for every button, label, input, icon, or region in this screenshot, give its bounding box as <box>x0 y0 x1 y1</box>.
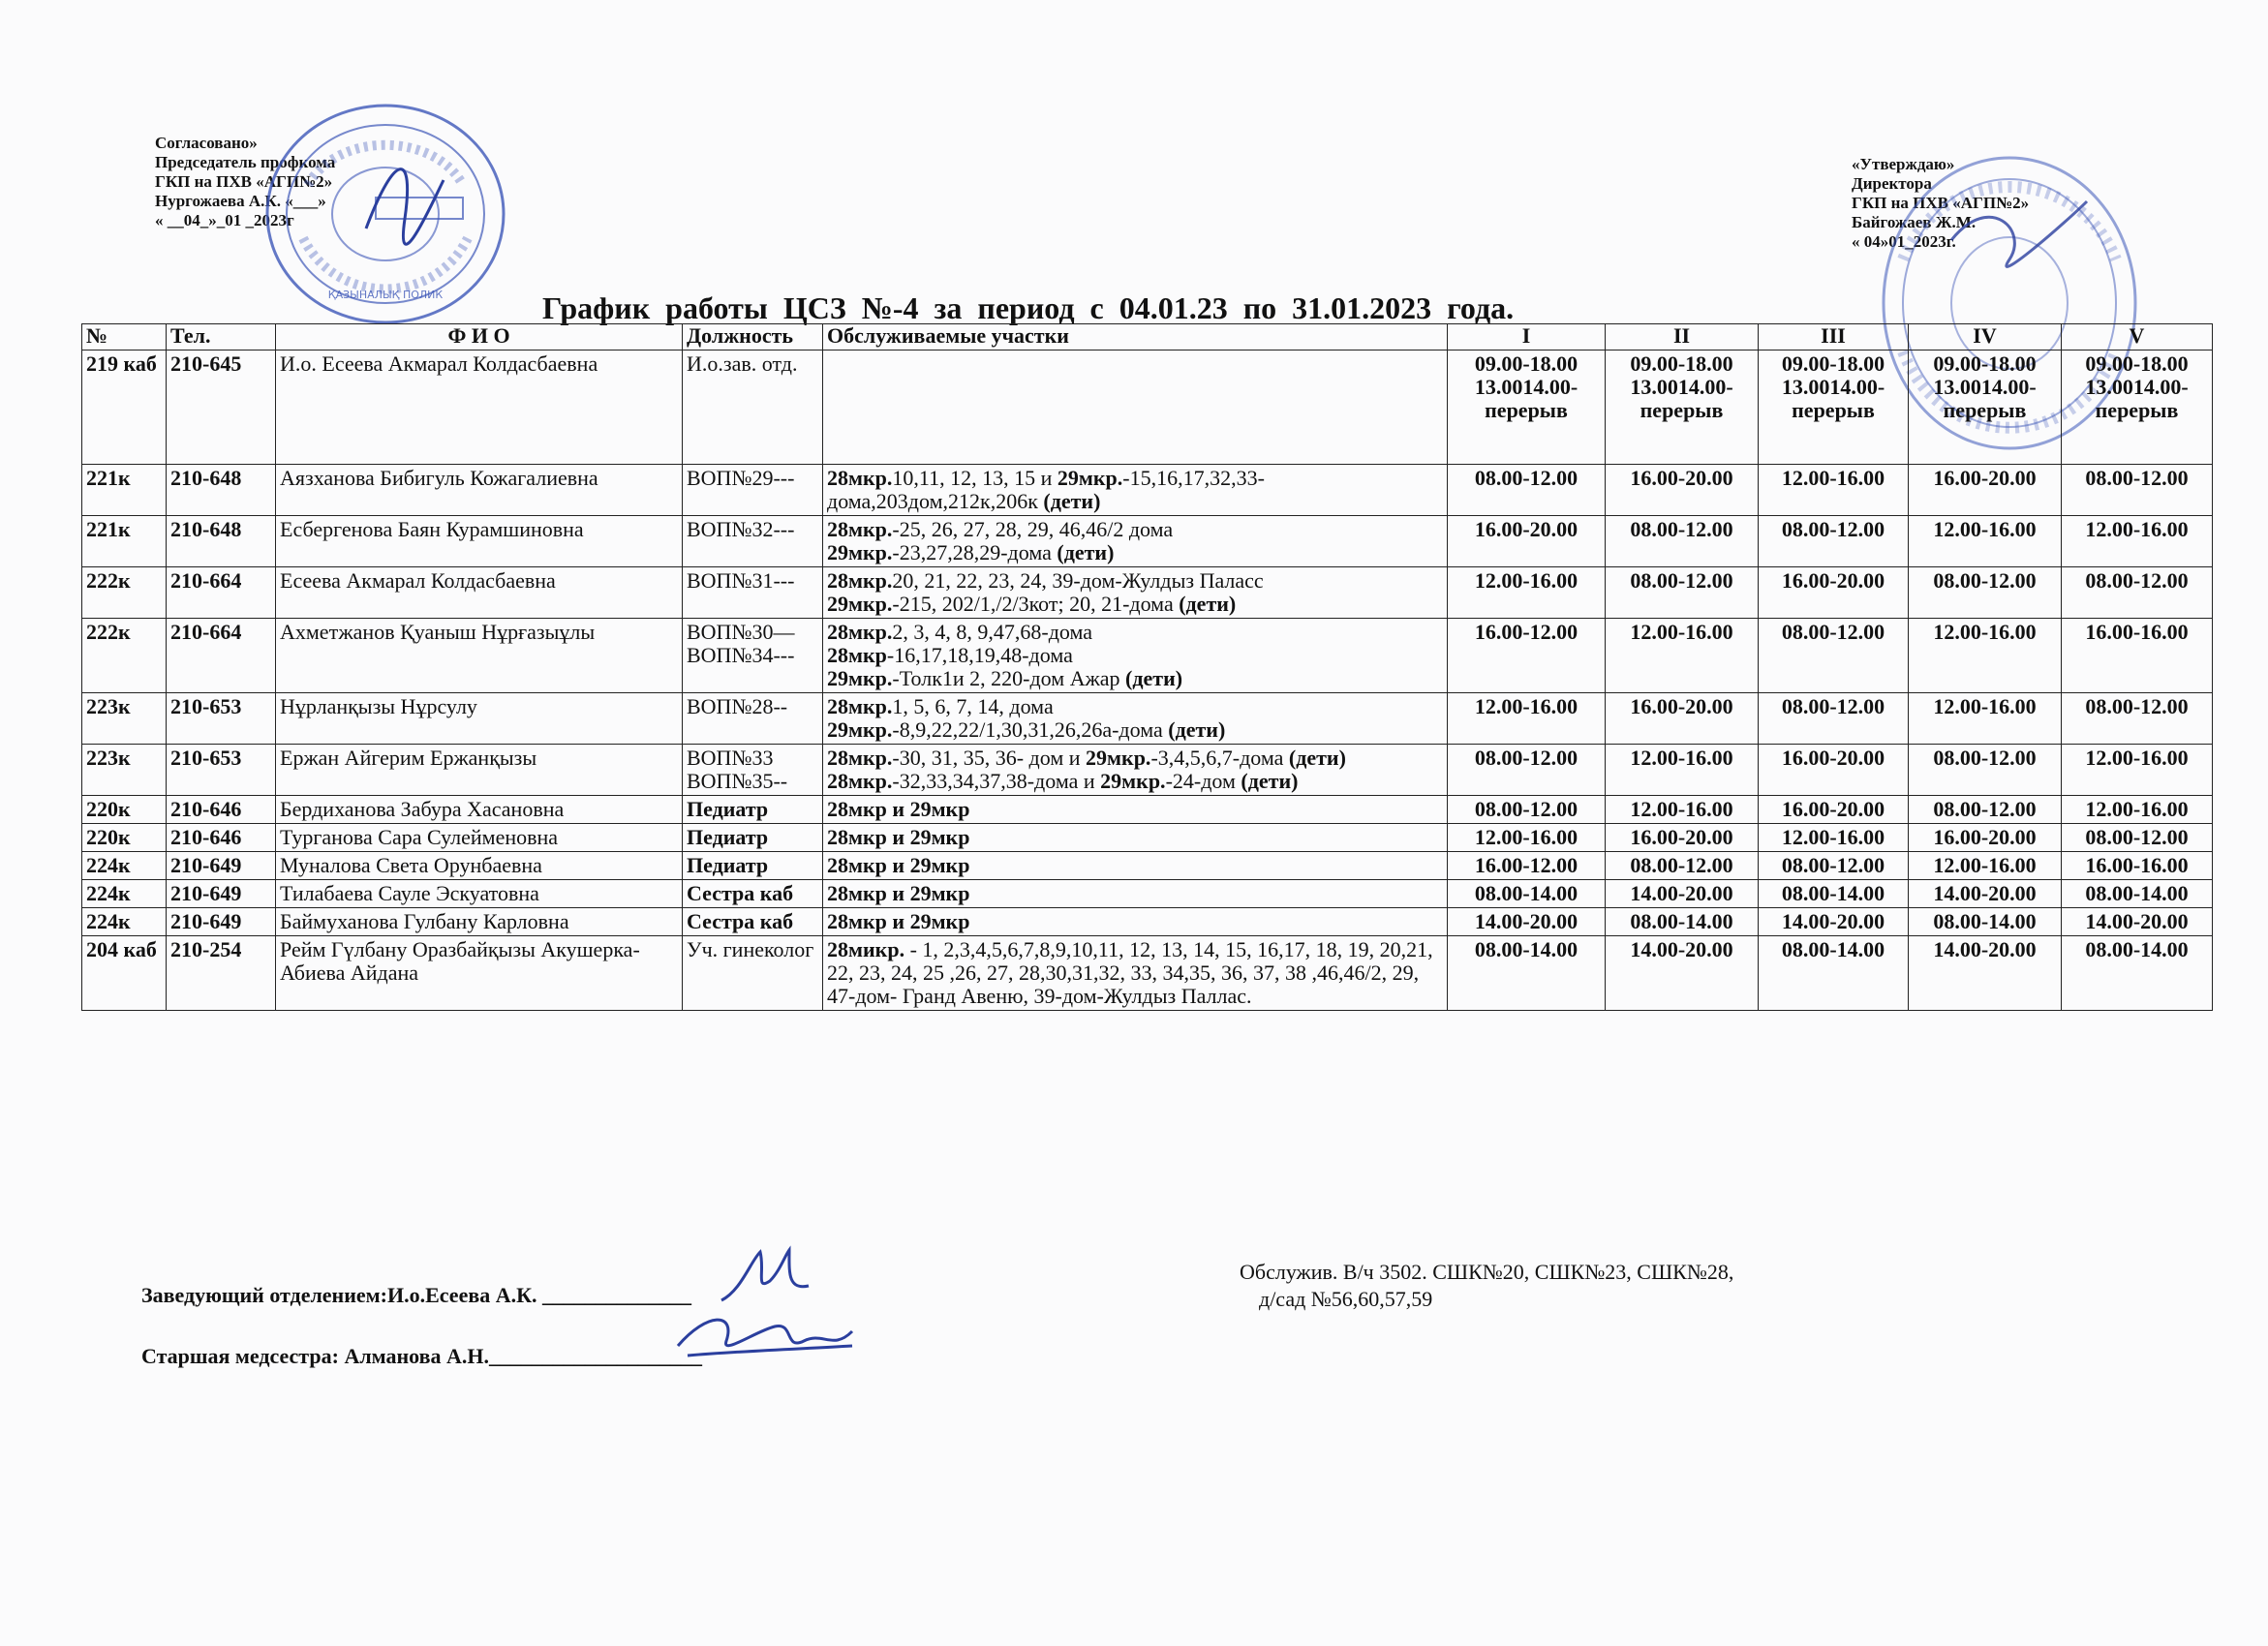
served-areas-cell <box>823 745 1448 796</box>
phone-cell: 210-646 <box>167 824 276 852</box>
area-district: 28мкр. <box>827 517 893 541</box>
week-2-hours-cell: 08.00-12.00 <box>1606 567 1759 619</box>
week-2-hours-cell: 16.00-20.00 <box>1606 824 1759 852</box>
area-buildings: -Толк1и 2, 220-дом Ажар <box>892 666 1126 690</box>
full-name-cell: Нұрланқызы Нұрсулу <box>276 693 683 745</box>
table-row <box>82 351 2213 465</box>
week-5-hours-cell: 12.00-16.00 <box>2062 745 2213 796</box>
week-5-hours-cell: 12.00-16.00 <box>2062 796 2213 824</box>
phone-cell: 210-649 <box>167 880 276 908</box>
area-buildings: 1, 5, 6, 7, 14, дома <box>892 694 1054 718</box>
schedule-table <box>81 323 2213 1011</box>
position-cell: ВОП№31--- <box>683 567 823 619</box>
table-row <box>82 516 2213 567</box>
area-district: 29мкр. <box>1057 466 1123 490</box>
header-week-2: II <box>1606 324 1759 351</box>
served-areas-cell <box>823 824 1448 852</box>
approved-line-3: Байгожаев Ж.М. <box>1852 213 1977 231</box>
week-3-hours-cell: 14.00-20.00 <box>1759 908 1909 936</box>
position-cell: ВОП№33 ВОП№35-- <box>683 745 823 796</box>
department-head-signature-line: Заведующий отделением:И.о.Есеева А.К. ______________ <box>141 1283 692 1307</box>
full-name-cell: Тилабаева Сауле Эскуатовна <box>276 880 683 908</box>
table-row <box>82 824 2213 852</box>
area-district: (дети) <box>1168 717 1226 742</box>
week-4-hours-cell: 08.00-12.00 <box>1909 567 2062 619</box>
week-4-hours-cell: 08.00-14.00 <box>1909 908 2062 936</box>
week-3-hours-cell: 12.00-16.00 <box>1759 465 1909 516</box>
week-1-hours-cell: 16.00-20.00 <box>1448 516 1606 567</box>
week-1-hours-cell: 08.00-14.00 <box>1448 936 1606 1011</box>
week-2-hours-cell: 14.00-20.00 <box>1606 880 1759 908</box>
week-3-hours-cell: 08.00-14.00 <box>1759 936 1909 1011</box>
area-buildings: -8,9,22,22/1,30,31,26,26а-дома <box>892 717 1169 742</box>
week-1-hours-cell: 16.00-12.00 <box>1448 619 1606 693</box>
served-areas-cell <box>823 465 1448 516</box>
area-district: 28мкр и 29мкр <box>827 853 970 877</box>
position-cell: Сестра каб <box>683 908 823 936</box>
phone-cell: 210-648 <box>167 465 276 516</box>
agreed-label: Согласовано» <box>155 134 258 152</box>
approved-line-2: ГКП на ПХВ «АГП№2» <box>1852 194 2030 212</box>
week-2-hours-cell: 16.00-20.00 <box>1606 465 1759 516</box>
area-district: 28мкр и 29мкр <box>827 825 970 849</box>
room-cell: 224к <box>82 880 167 908</box>
week-1-hours-cell: 12.00-16.00 <box>1448 824 1606 852</box>
header-week-5: V <box>2062 324 2213 351</box>
week-4-hours-cell: 08.00-12.00 <box>1909 745 2062 796</box>
phone-cell: 210-649 <box>167 908 276 936</box>
week-4-hours-cell: 14.00-20.00 <box>1909 880 2062 908</box>
position-cell: ВОП№29--- <box>683 465 823 516</box>
served-areas-cell <box>823 351 1448 465</box>
phone-cell: 210-653 <box>167 745 276 796</box>
week-3-hours-cell: 08.00-12.00 <box>1759 619 1909 693</box>
area-buildings: 2, 3, 4, 8, 9,47,68-дома <box>892 620 1093 644</box>
area-district: (дети) <box>1179 592 1237 616</box>
position-cell: ВОП№32--- <box>683 516 823 567</box>
area-district: (дети) <box>1241 769 1299 793</box>
area-district: 28мкр и 29мкр <box>827 909 970 933</box>
area-district: 29мкр. <box>827 540 893 564</box>
agreed-line-4: « __04_»_01 _2023г <box>155 211 294 229</box>
approved-line-1: Директора <box>1852 174 1932 193</box>
week-1-hours-cell: 08.00-12.00 <box>1448 796 1606 824</box>
full-name-cell: Аязханова Бибигуль Кожагалиевна <box>276 465 683 516</box>
room-cell: 222к <box>82 567 167 619</box>
phone-cell: 210-646 <box>167 796 276 824</box>
week-5-hours-cell: 16.00-16.00 <box>2062 852 2213 880</box>
head-signature-scribble <box>712 1242 828 1310</box>
area-buildings: -215, 202/1,/2/3кот; 20, 21-дома <box>892 592 1180 616</box>
week-2-hours-cell: 14.00-20.00 <box>1606 936 1759 1011</box>
agreed-line-1: Председатель профкома <box>155 153 336 171</box>
position-cell: Уч. гинеколог <box>683 936 823 1011</box>
served-areas-cell <box>823 936 1448 1011</box>
area-district: 28мкр. <box>827 620 893 644</box>
served-areas-cell <box>823 693 1448 745</box>
header-week-3: III <box>1759 324 1909 351</box>
table-row <box>82 465 2213 516</box>
head-nurse-signature-line: Старшая медсестра: Алманова А.Н.____________________ <box>141 1344 703 1368</box>
document-title: График работы ЦСЗ №-4 за период с 04.01.23 по 31.01.2023 года. <box>542 290 1515 325</box>
week-2-hours-cell: 16.00-20.00 <box>1606 693 1759 745</box>
header-full-name: Ф И О <box>276 324 683 351</box>
week-3-hours-cell: 16.00-20.00 <box>1759 796 1909 824</box>
week-5-hours-cell: 09.00-18.00 13.0014.00-перерыв <box>2062 351 2213 465</box>
area-buildings: 20, 21, 22, 23, 24, 39-дом-Жулдыз Паласс <box>892 568 1264 593</box>
table-row <box>82 693 2213 745</box>
week-2-hours-cell: 08.00-12.00 <box>1606 852 1759 880</box>
area-district: (дети) <box>1125 666 1183 690</box>
position-cell: Педиатр <box>683 824 823 852</box>
table-row <box>82 908 2213 936</box>
week-4-hours-cell: 12.00-16.00 <box>1909 693 2062 745</box>
position-cell: И.о.зав. отд. <box>683 351 823 465</box>
area-district: 28мкр. <box>827 568 893 593</box>
area-district: 29мкр. <box>827 592 893 616</box>
area-district: 28мкр и 29мкр <box>827 797 970 821</box>
table-row <box>82 880 2213 908</box>
week-5-hours-cell: 16.00-16.00 <box>2062 619 2213 693</box>
agreed-line-3: Нургожаева А.К. «___» <box>155 192 326 210</box>
table-row <box>82 567 2213 619</box>
schedule-body <box>82 351 2213 1011</box>
position-cell: Педиатр <box>683 852 823 880</box>
week-4-hours-cell: 16.00-20.00 <box>1909 824 2062 852</box>
area-district: (дети) <box>1288 746 1346 770</box>
week-2-hours-cell: 08.00-12.00 <box>1606 516 1759 567</box>
week-4-hours-cell: 09.00-18.00 13.0014.00-перерыв <box>1909 351 2062 465</box>
week-1-hours-cell: 12.00-16.00 <box>1448 567 1606 619</box>
header-week-4: IV <box>1909 324 2062 351</box>
room-cell: 221к <box>82 465 167 516</box>
area-buildings: -25, 26, 27, 28, 29, 46,46/2 дома <box>892 517 1174 541</box>
served-units-note <box>1240 1259 2014 1313</box>
header-phone: Тел. <box>167 324 276 351</box>
area-buildings: -30, 31, 35, 36- дом и <box>892 746 1087 770</box>
phone-cell: 210-664 <box>167 567 276 619</box>
header-served-areas: Обслуживаемые участки <box>823 324 1448 351</box>
phone-cell: 210-649 <box>167 852 276 880</box>
week-5-hours-cell: 08.00-12.00 <box>2062 567 2213 619</box>
position-cell: ВОП№28-- <box>683 693 823 745</box>
area-district: 28мкр. <box>827 694 893 718</box>
week-3-hours-cell: 12.00-16.00 <box>1759 824 1909 852</box>
room-cell: 224к <box>82 852 167 880</box>
nurse-signature-scribble <box>668 1302 862 1370</box>
week-1-hours-cell: 12.00-16.00 <box>1448 693 1606 745</box>
header-position: Должность <box>683 324 823 351</box>
room-cell: 219 каб <box>82 351 167 465</box>
agreed-line-2: ГКП на ПХВ «АГП№2» <box>155 172 333 191</box>
area-buildings: -24-дом <box>1165 769 1241 793</box>
table-row <box>82 745 2213 796</box>
week-4-hours-cell: 12.00-16.00 <box>1909 852 2062 880</box>
served-areas-cell <box>823 908 1448 936</box>
area-district: 28мкр <box>827 643 887 667</box>
week-1-hours-cell: 08.00-14.00 <box>1448 880 1606 908</box>
phone-cell: 210-648 <box>167 516 276 567</box>
area-buildings: - 1, 2,3,4,5,6,7,8,9,10,11, 12, 13, 14, 15, 16,17, 18, 19, 20,21, 22, 23, 24, 25 ,26, 27, 28,30,31,32, 33, 34,35, 36, 37, 38 ,46,46/2, 29, 47-дом- Гранд Авеню, 39-дом-Жулдыз Паллас. <box>827 937 1433 1008</box>
full-name-cell: Бердиханова Забура Хасановна <box>276 796 683 824</box>
area-district: 29мкр. <box>827 666 893 690</box>
week-1-hours-cell: 08.00-12.00 <box>1448 465 1606 516</box>
served-line-1: Обслужив. В/ч 3502. СШК№20, СШК№23, СШК№28, <box>1240 1260 1734 1284</box>
week-4-hours-cell: 08.00-12.00 <box>1909 796 2062 824</box>
area-district: 28мкр. <box>827 466 893 490</box>
week-5-hours-cell: 08.00-14.00 <box>2062 936 2213 1011</box>
full-name-cell: Муналова Света Орунбаевна <box>276 852 683 880</box>
week-1-hours-cell: 08.00-12.00 <box>1448 745 1606 796</box>
table-header-row <box>82 324 2213 351</box>
table-row <box>82 619 2213 693</box>
week-3-hours-cell: 08.00-12.00 <box>1759 516 1909 567</box>
room-cell: 223к <box>82 745 167 796</box>
phone-cell: 210-664 <box>167 619 276 693</box>
area-district: (дети) <box>1043 489 1101 513</box>
approved-line-4: « 04»01_2023г. <box>1852 232 1956 251</box>
served-areas-cell <box>823 796 1448 824</box>
area-district: 28микр. <box>827 937 905 961</box>
week-2-hours-cell: 12.00-16.00 <box>1606 745 1759 796</box>
area-buildings: -23,27,28,29-дома <box>892 540 1057 564</box>
room-cell: 223к <box>82 693 167 745</box>
header-week-1: I <box>1448 324 1606 351</box>
full-name-cell: И.о. Есеева Акмарал Колдасбаевна <box>276 351 683 465</box>
left-seal-text: ҚАЗЫНАЛЫҚ ПОЛИК <box>327 289 444 301</box>
area-district: 28мкр. <box>827 769 893 793</box>
approved-label: «Утверждаю» <box>1852 155 1955 173</box>
room-cell: 220к <box>82 796 167 824</box>
served-areas-cell <box>823 567 1448 619</box>
week-5-hours-cell: 08.00-12.00 <box>2062 465 2213 516</box>
position-cell: Сестра каб <box>683 880 823 908</box>
left-seal-stamp <box>250 93 521 335</box>
full-name-cell: Баймуханова Гулбану Карловна <box>276 908 683 936</box>
full-name-cell: Турганова Сара Сулейменовна <box>276 824 683 852</box>
position-cell: Педиатр <box>683 796 823 824</box>
table-row <box>82 936 2213 1011</box>
week-5-hours-cell: 12.00-16.00 <box>2062 516 2213 567</box>
week-3-hours-cell: 16.00-20.00 <box>1759 567 1909 619</box>
week-2-hours-cell: 09.00-18.00 13.0014.00-перерыв <box>1606 351 1759 465</box>
table-row <box>82 796 2213 824</box>
week-1-hours-cell: 09.00-18.00 13.0014.00-перерыв <box>1448 351 1606 465</box>
position-cell: ВОП№30— ВОП№34--- <box>683 619 823 693</box>
week-2-hours-cell: 08.00-14.00 <box>1606 908 1759 936</box>
week-3-hours-cell: 09.00-18.00 13.0014.00-перерыв <box>1759 351 1909 465</box>
week-4-hours-cell: 14.00-20.00 <box>1909 936 2062 1011</box>
week-1-hours-cell: 14.00-20.00 <box>1448 908 1606 936</box>
area-buildings: -16,17,18,19,48-дома <box>886 643 1073 667</box>
area-district: 28мкр. <box>827 746 893 770</box>
served-areas-cell <box>823 516 1448 567</box>
week-5-hours-cell: 08.00-12.00 <box>2062 824 2213 852</box>
area-buildings: -15,16,17,32,33-дома,203дом,212к,206к <box>827 466 1265 513</box>
week-4-hours-cell: 12.00-16.00 <box>1909 619 2062 693</box>
full-name-cell: Есбергенова Баян Курамшиновна <box>276 516 683 567</box>
room-cell: 224к <box>82 908 167 936</box>
area-district: 29мкр. <box>1100 769 1166 793</box>
area-buildings: -3,4,5,6,7-дома <box>1150 746 1289 770</box>
week-4-hours-cell: 16.00-20.00 <box>1909 465 2062 516</box>
served-areas-cell <box>823 880 1448 908</box>
week-5-hours-cell: 14.00-20.00 <box>2062 908 2213 936</box>
area-district: (дети) <box>1057 540 1115 564</box>
week-2-hours-cell: 12.00-16.00 <box>1606 619 1759 693</box>
week-3-hours-cell: 16.00-20.00 <box>1759 745 1909 796</box>
room-cell: 221к <box>82 516 167 567</box>
week-4-hours-cell: 12.00-16.00 <box>1909 516 2062 567</box>
room-cell: 204 каб <box>82 936 167 1011</box>
full-name-cell: Есеева Акмарал Колдасбаевна <box>276 567 683 619</box>
room-cell: 222к <box>82 619 167 693</box>
week-3-hours-cell: 08.00-12.00 <box>1759 693 1909 745</box>
week-5-hours-cell: 08.00-14.00 <box>2062 880 2213 908</box>
full-name-cell: Ержан Айгерим Ержанқызы <box>276 745 683 796</box>
week-3-hours-cell: 08.00-12.00 <box>1759 852 1909 880</box>
week-2-hours-cell: 12.00-16.00 <box>1606 796 1759 824</box>
phone-cell: 210-653 <box>167 693 276 745</box>
full-name-cell: Ахметжанов Қуаныш Нұрғазыұлы <box>276 619 683 693</box>
full-name-cell: Рейм Гүлбану Оразбайқызы Акушерка- Абиева Айдана <box>276 936 683 1011</box>
week-5-hours-cell: 08.00-12.00 <box>2062 693 2213 745</box>
phone-cell: 210-254 <box>167 936 276 1011</box>
served-line-2: д/сад №56,60,57,59 <box>1259 1287 1433 1311</box>
header-number: № <box>82 324 167 351</box>
week-3-hours-cell: 08.00-14.00 <box>1759 880 1909 908</box>
phone-cell: 210-645 <box>167 351 276 465</box>
area-district: 29мкр. <box>1086 746 1151 770</box>
room-cell: 220к <box>82 824 167 852</box>
table-row <box>82 852 2213 880</box>
area-buildings: -32,33,34,37,38-дома и <box>892 769 1101 793</box>
area-buildings: 10,11, 12, 13, 15 и <box>892 466 1057 490</box>
area-district: 29мкр. <box>827 717 893 742</box>
served-areas-cell <box>823 619 1448 693</box>
served-areas-cell <box>823 852 1448 880</box>
area-district: 28мкр и 29мкр <box>827 881 970 905</box>
week-1-hours-cell: 16.00-12.00 <box>1448 852 1606 880</box>
